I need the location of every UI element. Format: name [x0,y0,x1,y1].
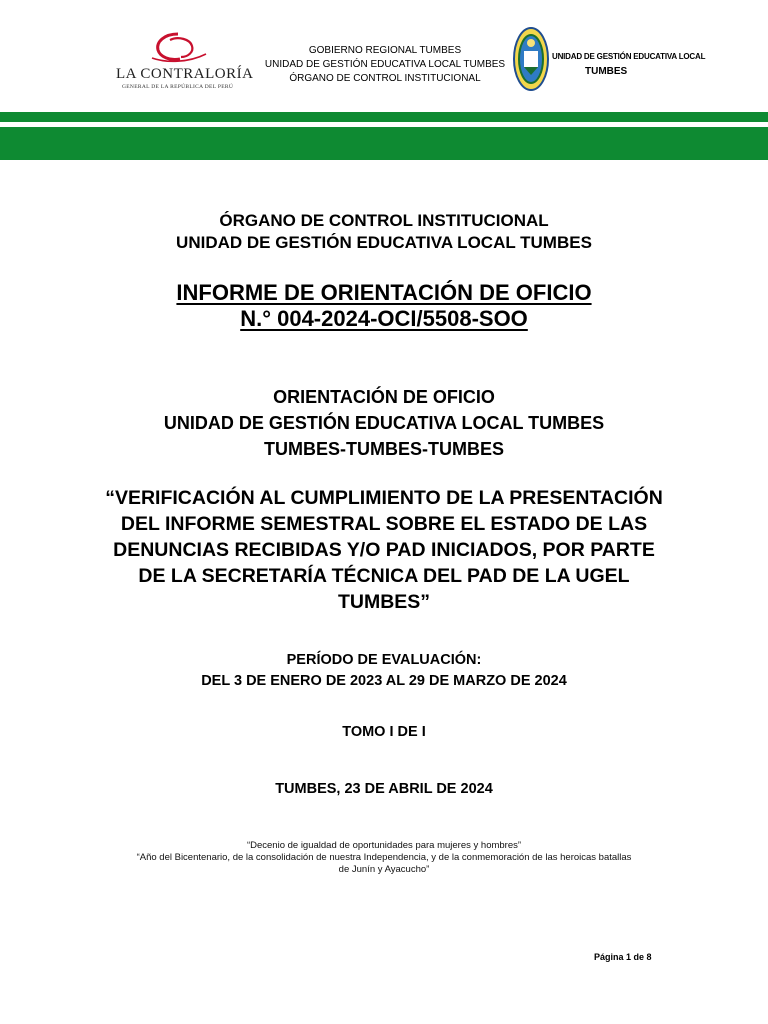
header-green-band-thick [0,127,768,160]
period-label: PERÍODO DE EVALUACIÓN: [286,652,482,668]
motto-line: “Año del Bicentenario, de la consolidación de nuestra Independencia, y de la conmemoración de las heroicas batallas [136,852,632,863]
service-line: UNIDAD DE GESTIÓN EDUCATIVA LOCAL TUMBES [163,413,605,433]
period-value: DEL 3 DE ENERO DE 2023 AL 29 DE MARZO DE 2024 [201,673,567,689]
org-line: ÓRGANO DE CONTROL INSTITUCIONAL [219,211,549,230]
page-number: Página 1 de 8 [594,952,652,962]
service-line: TUMBES-TUMBES-TUMBES [264,439,504,459]
service-line: ORIENTACIÓN DE OFICIO [273,387,495,407]
org-line: UNIDAD DE GESTIÓN EDUCATIVA LOCAL TUMBES [176,233,592,252]
motto-line: de Junín y Ayacucho” [338,864,430,875]
contraloria-brand: LA CONTRALORÍA [116,66,254,82]
ugel-seal-icon [513,27,549,91]
tome-label: TOMO I DE I [342,724,426,740]
header-line: GOBIERNO REGIONAL TUMBES [308,45,462,56]
header-green-band-thin [0,112,768,122]
service-heading [0,384,768,462]
contraloria-logo [108,30,254,100]
header-line: UNIDAD DE GESTIÓN EDUCATIVA LOCAL TUMBES [264,59,506,70]
report-type: INFORME DE ORIENTACIÓN DE OFICIO [176,280,592,305]
official-motto [0,840,768,876]
org-heading [0,210,768,254]
header-institution-lines [230,44,540,86]
report-heading [0,280,768,332]
contraloria-subtitle: GENERAL DE LA REPÚBLICA DEL PERÚ [122,84,234,90]
motto-line: “Decenio de igualdad de oportunidades para mujeres y hombres” [246,840,522,851]
report-number: N.° 004-2024-OCI/5508-SOO [240,306,528,331]
ugel-label: UNIDAD DE GESTIÓN EDUCATIVA LOCAL [552,52,706,61]
evaluation-period [0,650,768,692]
contraloria-emblem-icon [148,30,208,66]
ugel-city: TUMBES [585,66,628,77]
report-title: “VERIFICACIÓN AL CUMPLIMIENTO DE LA PRESENTACIÓN DEL INFORME SEMESTRAL SOBRE EL ESTADO DE LAS DENUNCIAS RECIBIDAS Y/O PAD INICIADOS, POR PARTE DE LA SECRETARÍA TÉCNICA DEL PAD DE LA UGEL TUMBES” [105,487,663,613]
header-line: ÓRGANO DE CONTROL INSTITUCIONAL [289,73,481,84]
place-date: TUMBES, 23 DE ABRIL DE 2024 [275,781,493,797]
